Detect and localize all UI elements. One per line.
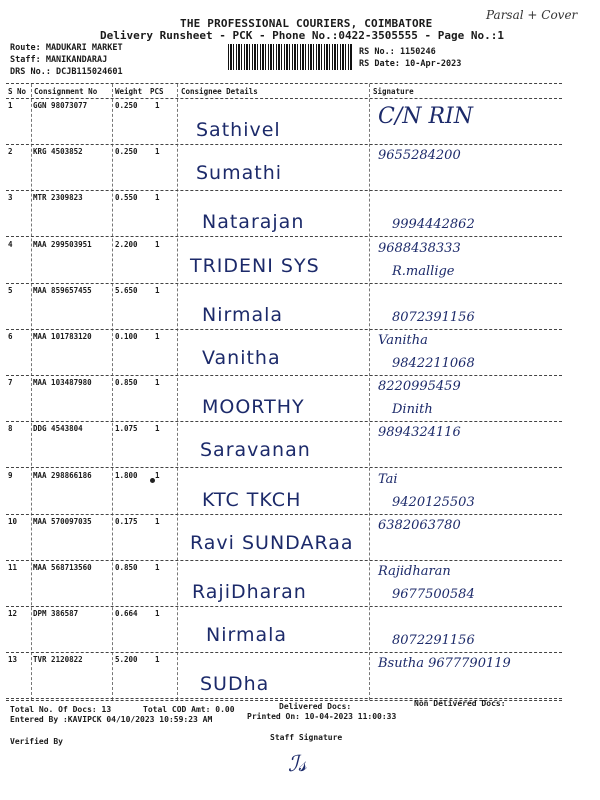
- signature-text: 9894324116: [378, 425, 461, 440]
- row-divider: [6, 236, 562, 237]
- table-row: [0, 99, 600, 146]
- table-row: [0, 469, 600, 516]
- cell-sno: 3: [8, 193, 13, 202]
- signature-text: Vanitha: [378, 333, 428, 348]
- cell-pcs: 1: [155, 471, 160, 480]
- consignee-name: RajiDharan: [192, 581, 307, 603]
- cell-sno: 4: [8, 240, 13, 249]
- rs-number: RS No.: 1150246: [359, 47, 436, 57]
- staff-label: Staff: MANIKANDARAJ: [10, 55, 108, 65]
- drs-number: DRS No.: DCJB115024601: [10, 67, 123, 77]
- cell-pcs: 1: [155, 563, 160, 572]
- signature-text-2: 8072291156: [392, 633, 475, 648]
- cell-weight: 1.800: [115, 471, 138, 480]
- table-row: [0, 515, 600, 562]
- signature-text-2: Dinith: [392, 402, 433, 417]
- cell-consignment: TVR 2120822: [33, 655, 83, 664]
- col-header-weight: Weight: [115, 87, 143, 96]
- cell-sno: 9: [8, 471, 13, 480]
- consignee-name: KTC TKCH: [202, 489, 302, 511]
- cell-sno: 1: [8, 101, 13, 110]
- signature-text: Bsutha 9677790119: [378, 656, 511, 671]
- cell-weight: 0.550: [115, 193, 138, 202]
- cell-sno: 10: [8, 517, 18, 526]
- cell-pcs: 1: [155, 286, 160, 295]
- signature-text: Rajidharan: [378, 564, 451, 579]
- cell-consignment: DDG 4543804: [33, 424, 83, 433]
- col-header-consignee: Consignee Details: [181, 87, 258, 96]
- signature-text-2: R.mallige: [392, 264, 455, 279]
- cell-consignment: KRG 4503852: [33, 147, 83, 156]
- col-header-consignment: Consignment No: [34, 87, 98, 96]
- cell-weight: 5.200: [115, 655, 138, 664]
- total-docs: Total No. Of Docs: 13: [10, 705, 112, 714]
- cell-sno: 13: [8, 655, 18, 664]
- cell-pcs: 1: [155, 424, 160, 433]
- signature-text: C/N RIN: [378, 104, 473, 129]
- consignee-name: Saravanan: [200, 439, 311, 461]
- cell-weight: 0.100: [115, 332, 138, 341]
- cell-consignment: MAA 298866186: [33, 471, 92, 480]
- entered-by: Entered By :KAVIPCK 04/10/2023 10:59:23 AM: [10, 715, 213, 724]
- col-header-signature: Signature: [373, 87, 414, 96]
- cell-pcs: 1: [155, 193, 160, 202]
- signature-text-2: 9994442862: [392, 217, 475, 232]
- header-top-rule: [6, 83, 562, 84]
- table-row: [0, 653, 600, 700]
- cell-pcs: 1: [155, 101, 160, 110]
- cell-weight: 0.250: [115, 101, 138, 110]
- cell-consignment: MAA 101783120: [33, 332, 92, 341]
- signature-text: 9688438333: [378, 241, 461, 256]
- total-cod: Total COD Amt: 0.00: [143, 705, 235, 714]
- delivered-docs: Delivered Docs:: [279, 702, 352, 711]
- consignee-name: Ravi SUNDARaa: [190, 532, 354, 554]
- cell-consignment: MAA 103487980: [33, 378, 92, 387]
- signature-text: 8220995459: [378, 379, 461, 394]
- runsheet-subtitle: Delivery Runsheet - PCK - Phone No.:0422-3505555 - Page No.:1: [100, 29, 504, 42]
- cell-consignment: DPM 386587: [33, 609, 79, 618]
- ink-blot: [150, 478, 155, 483]
- cell-pcs: 1: [155, 655, 160, 664]
- cell-weight: 0.850: [115, 378, 138, 387]
- cell-pcs: 1: [155, 378, 160, 387]
- cell-consignment: MTR 2309823: [33, 193, 83, 202]
- cell-pcs: 1: [155, 517, 160, 526]
- cell-consignment: MAA 859657455: [33, 286, 92, 295]
- staff-signature-mark: ℐ𝓈: [288, 752, 307, 777]
- consignee-name: Nirmala: [202, 304, 284, 326]
- table-row: [0, 284, 600, 331]
- cell-consignment: MAA 568713560: [33, 563, 92, 572]
- cell-weight: 0.664: [115, 609, 138, 618]
- signature-text: 6382063780: [378, 518, 461, 533]
- non-delivered-docs: Non Delivered Docs:: [414, 699, 506, 708]
- cell-sno: 5: [8, 286, 13, 295]
- consignee-name: TRIDENI SYS: [190, 255, 320, 277]
- staff-signature-label: Staff Signature: [270, 733, 343, 742]
- consignee-name: Natarajan: [202, 211, 305, 233]
- row-divider: [6, 467, 562, 468]
- table-row: [0, 422, 600, 469]
- cell-sno: 2: [8, 147, 13, 156]
- cell-consignment: GGN 98073077: [33, 101, 88, 110]
- cell-pcs: 1: [155, 147, 160, 156]
- table-row: [0, 561, 600, 608]
- printed-on: Printed On: 10-04-2023 11:00:33: [247, 712, 397, 721]
- col-header-sno: S No: [8, 87, 27, 96]
- consignee-name: Sathivel: [196, 119, 281, 141]
- barcode: [228, 44, 352, 70]
- signature-text-2: 8072391156: [392, 310, 475, 325]
- signature-text-2: 9420125503: [392, 495, 475, 510]
- rs-date: RS Date: 10-Apr-2023: [359, 59, 462, 69]
- signature-text: 9655284200: [378, 148, 461, 163]
- cell-pcs: 1: [155, 609, 160, 618]
- signature-text: Tai: [378, 472, 398, 487]
- table-row: [0, 191, 600, 238]
- table-row: [0, 607, 600, 654]
- cell-sno: 12: [8, 609, 18, 618]
- handwritten-corner-note: Parsal + Cover: [486, 8, 578, 22]
- cell-weight: 5.650: [115, 286, 138, 295]
- table-row: [0, 145, 600, 192]
- consignee-name: Sumathi: [196, 162, 283, 184]
- table-row: [0, 376, 600, 423]
- consignee-name: Nirmala: [206, 624, 288, 646]
- cell-consignment: MAA 299503951: [33, 240, 92, 249]
- table-row: [0, 238, 600, 285]
- verified-by: Verified By: [10, 737, 63, 746]
- cell-pcs: 1: [155, 240, 160, 249]
- table-row: [0, 330, 600, 377]
- signature-text-2: 9677500584: [392, 587, 475, 602]
- cell-sno: 8: [8, 424, 13, 433]
- cell-pcs: 1: [155, 332, 160, 341]
- cell-sno: 6: [8, 332, 13, 341]
- cell-consignment: MAA 570097035: [33, 517, 92, 526]
- cell-weight: 2.200: [115, 240, 138, 249]
- signature-text-2: 9842211068: [392, 356, 475, 371]
- cell-weight: 1.075: [115, 424, 138, 433]
- consignee-name: SUDha: [200, 673, 270, 695]
- consignee-name: Vanitha: [202, 347, 281, 369]
- route-label: Route: MADUKARI MARKET: [10, 43, 123, 53]
- cell-weight: 0.175: [115, 517, 138, 526]
- cell-weight: 0.850: [115, 563, 138, 572]
- cell-weight: 0.250: [115, 147, 138, 156]
- cell-sno: 11: [8, 563, 18, 572]
- company-title: THE PROFESSIONAL COURIERS, COIMBATORE: [180, 17, 433, 30]
- cell-sno: 7: [8, 378, 13, 387]
- col-header-pcs: PCS: [150, 87, 164, 96]
- consignee-name: MOORTHY: [202, 396, 305, 418]
